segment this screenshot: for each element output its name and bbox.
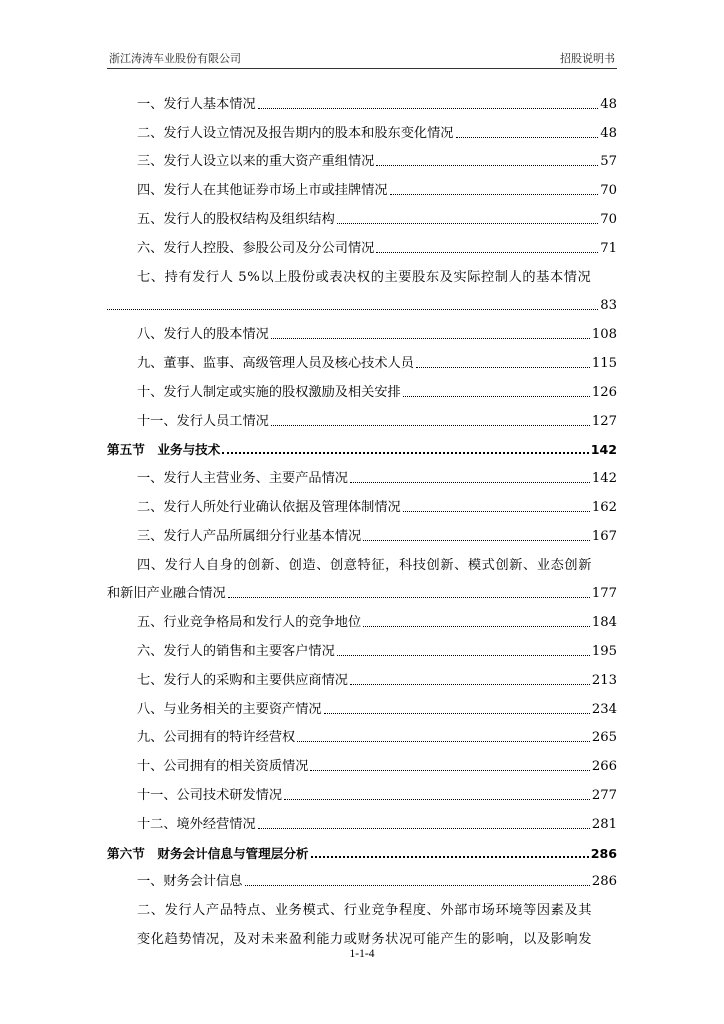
dot-leader — [245, 885, 590, 886]
toc-entry-page-number: 70 — [600, 211, 617, 227]
toc-entry[interactable] — [107, 314, 617, 343]
toc-entry[interactable] — [107, 199, 617, 228]
toc-entry-label: 一、发行人主营业务、主要产品情况 — [137, 471, 348, 487]
dot-leader — [376, 252, 598, 253]
dot-leader — [350, 482, 590, 483]
dot-leader — [390, 194, 599, 195]
toc-entry-label: 十一、发行人员工情况 — [137, 413, 269, 429]
page-number: 1-1-4 — [349, 948, 375, 960]
toc-entry-label: 一、发行人基本情况 — [137, 96, 256, 112]
toc-entry-label: 变化趋势情况，及对未来盈利能力或财务状况可能产生的影响，以及影响发 — [137, 931, 592, 947]
toc-entry-label: 四、发行人在其他证券市场上市或挂牌情况 — [137, 183, 388, 199]
toc-entry-page-number: 281 — [591, 816, 617, 832]
toc-entry[interactable] — [107, 458, 617, 487]
toc-entry-page-number: 127 — [591, 413, 617, 429]
toc-entry[interactable] — [107, 602, 617, 631]
dot-leader — [222, 452, 588, 454]
dot-leader — [363, 540, 590, 541]
header-divider — [107, 68, 617, 69]
dot-leader — [337, 223, 598, 224]
toc-entry-label: 四、发行人自身的创新、创造、创意特征，科技创新、模式创新、业态创新 — [137, 557, 592, 573]
toc-entry-page-number: 286 — [591, 874, 617, 890]
toc-entry-page-number: 57 — [600, 154, 617, 170]
toc-entry-label: 八、发行人的股本情况 — [137, 327, 269, 343]
toc-entry-first-line[interactable] — [107, 545, 617, 574]
toc-entry[interactable] — [107, 487, 617, 516]
toc-entry-continuation[interactable] — [107, 919, 617, 948]
toc-entry-page-number: 167 — [591, 528, 617, 544]
toc-entry-page-number: 177 — [591, 586, 617, 602]
dot-leader — [416, 367, 590, 368]
toc-entry-label: 二、发行人设立情况及报告期内的股本和股东变化情况 — [137, 125, 454, 141]
toc-entry-page-number: 266 — [591, 759, 617, 775]
toc-entry-label: 六、发行人的销售和主要客户情况 — [137, 643, 335, 659]
toc-entry-label: 第五节 业务与技术 — [107, 442, 221, 458]
dot-leader — [271, 338, 590, 339]
toc-entry[interactable] — [107, 775, 617, 804]
toc-entry[interactable] — [107, 689, 617, 718]
toc-entry-page-number: 48 — [600, 125, 617, 141]
dot-leader — [403, 396, 590, 397]
toc-entry-page-number: 126 — [591, 384, 617, 400]
dot-leader — [297, 741, 590, 742]
toc-entry-first-line[interactable] — [107, 890, 617, 919]
toc-entry[interactable] — [107, 746, 617, 775]
dot-leader — [284, 799, 590, 800]
toc-entry-page-number: 184 — [591, 615, 617, 631]
dot-leader — [271, 425, 590, 426]
table-of-contents — [107, 84, 617, 948]
toc-entry[interactable] — [107, 372, 617, 401]
toc-entry-continuation[interactable] — [107, 574, 617, 603]
toc-entry-page-number: 142 — [591, 471, 617, 487]
toc-entry-page-number: 70 — [600, 183, 617, 199]
header-company-name: 浙江涛涛车业股份有限公司 — [109, 52, 241, 65]
dot-leader — [258, 108, 599, 109]
toc-section-entry[interactable] — [107, 833, 617, 862]
toc-entry[interactable] — [107, 401, 617, 430]
toc-entry-label: 九、公司拥有的特许经营权 — [137, 730, 296, 746]
toc-entry[interactable] — [107, 84, 617, 113]
toc-entry-label: 五、发行人的股权结构及组织结构 — [137, 211, 335, 227]
toc-entry[interactable] — [107, 516, 617, 545]
toc-entry-label: 第六节 财务会计信息与管理层分析 — [107, 845, 309, 861]
toc-entry-label: 八、与业务相关的主要资产情况 — [137, 701, 322, 717]
toc-entry-label: 六、发行人控股、参股公司及分公司情况 — [137, 240, 375, 256]
dot-leader — [376, 165, 598, 166]
toc-entry-page-number: 71 — [600, 240, 617, 256]
toc-entry-page-number: 213 — [591, 672, 617, 688]
toc-entry-page-number: 108 — [591, 327, 617, 343]
dot-leader — [324, 713, 590, 714]
toc-entry-page-number: 115 — [591, 355, 617, 371]
toc-entry-label: 和新旧产业融合情况 — [107, 586, 226, 602]
dot-leader — [403, 511, 590, 512]
toc-entry-page-number: 83 — [600, 298, 617, 314]
dot-leader — [456, 137, 599, 138]
toc-entry-label: 一、财务会计信息 — [137, 874, 243, 890]
toc-entry-label: 五、行业竞争格局和发行人的竞争地位 — [137, 615, 362, 631]
toc-entry-page-number: 234 — [591, 701, 617, 717]
toc-entry-label: 十、公司拥有的相关资质情况 — [137, 759, 309, 775]
dot-leader — [107, 309, 598, 310]
dot-leader — [310, 770, 589, 771]
dot-leader — [363, 626, 590, 627]
toc-entry-label: 三、发行人设立以来的重大资产重组情况 — [137, 154, 375, 170]
dot-leader — [228, 597, 590, 598]
toc-entry[interactable] — [107, 343, 617, 372]
dot-leader — [258, 828, 590, 829]
toc-entry-page-number: 265 — [591, 730, 617, 746]
toc-entry-label: 二、发行人所处行业确认依据及管理体制情况 — [137, 499, 401, 515]
toc-entry-page-number: 195 — [591, 643, 617, 659]
toc-entry-label: 七、持有发行人 5%以上股份或表决权的主要股东及实际控制人的基本情况 — [137, 269, 592, 285]
dot-leader — [311, 856, 589, 858]
toc-entry-label: 十一、公司技术研发情况 — [137, 787, 283, 803]
toc-entry[interactable] — [107, 113, 617, 142]
toc-entry-page-number: 142 — [590, 442, 617, 458]
toc-entry-label: 二、发行人产品特点、业务模式、行业竞争程度、外部市场环境等因素及其 — [137, 903, 592, 919]
header-document-type: 招股说明书 — [560, 52, 615, 65]
toc-entry-label: 七、发行人的采购和主要供应商情况 — [137, 672, 348, 688]
toc-entry-page-number: 162 — [591, 499, 617, 515]
toc-entry-first-line[interactable] — [107, 257, 617, 286]
toc-entry[interactable] — [107, 862, 617, 891]
toc-entry[interactable] — [107, 804, 617, 833]
page-header — [107, 52, 617, 66]
dot-leader — [350, 684, 590, 685]
toc-entry-page-number: 48 — [600, 96, 617, 112]
toc-entry[interactable] — [107, 142, 617, 171]
toc-section-entry[interactable] — [107, 430, 617, 459]
toc-entry[interactable] — [107, 718, 617, 747]
dot-leader — [337, 655, 590, 656]
toc-entry-label: 三、发行人产品所属细分行业基本情况 — [137, 528, 362, 544]
toc-entry-label: 九、董事、监事、高级管理人员及核心技术人员 — [137, 355, 414, 371]
toc-entry[interactable] — [107, 170, 617, 199]
toc-entry-label: 十、发行人制定或实施的股权激励及相关安排 — [137, 384, 401, 400]
toc-entry-label: 十二、境外经营情况 — [137, 816, 256, 832]
toc-entry-page-number: 277 — [591, 787, 617, 803]
toc-entry[interactable] — [107, 228, 617, 257]
toc-entry[interactable] — [107, 631, 617, 660]
toc-entry-page-number: 286 — [590, 845, 617, 861]
toc-entry-continuation[interactable] — [107, 286, 617, 315]
toc-entry[interactable] — [107, 660, 617, 689]
